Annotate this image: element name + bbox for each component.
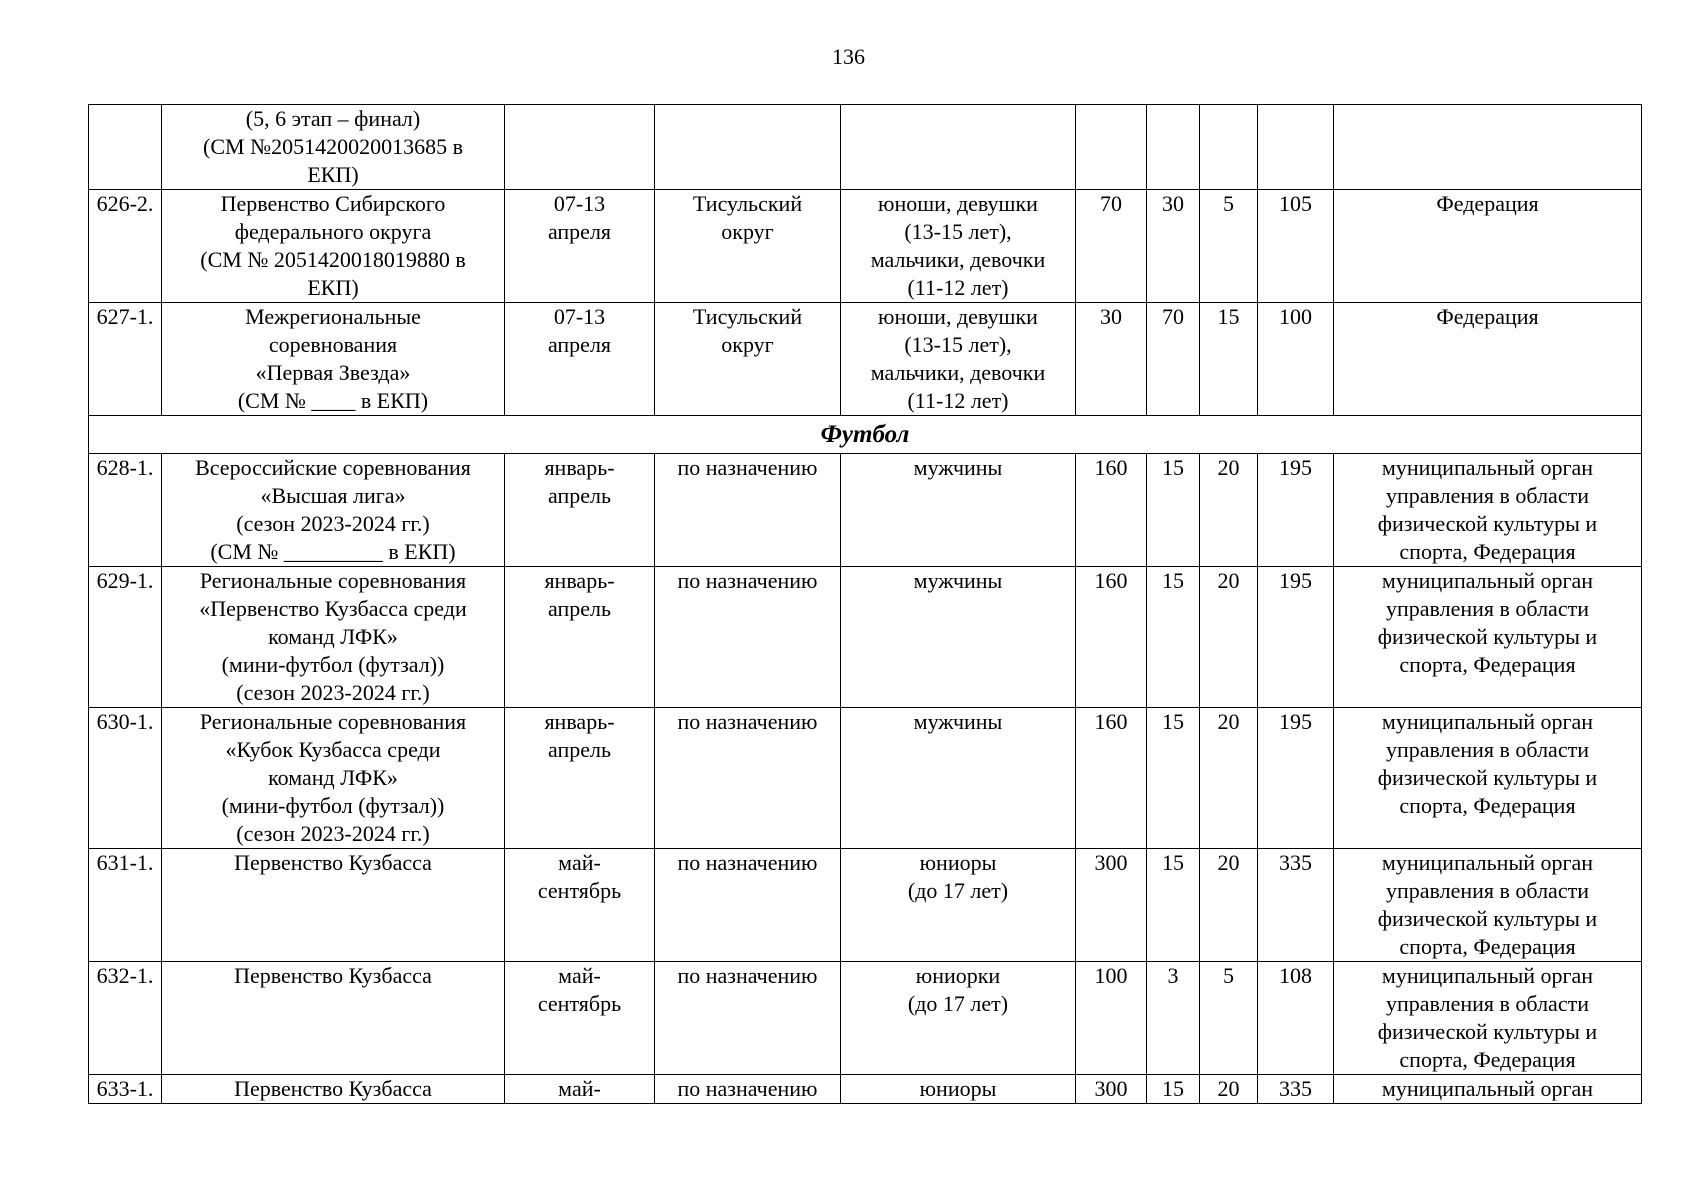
event-participants: [841, 303, 1076, 416]
count-total: 195: [1258, 454, 1334, 567]
event-participants: [841, 105, 1076, 190]
event-dates-line: сентябрь: [537, 878, 622, 903]
event-dates-line: январь-: [544, 568, 615, 593]
event-organizer-line: спорта, Федерация: [1399, 652, 1576, 677]
event-organizer: [1334, 708, 1642, 849]
event-name-line: команд ЛФК»: [268, 624, 398, 649]
count-1: 300: [1076, 1075, 1147, 1104]
event-name-line: ЕКП): [307, 162, 359, 187]
event-dates-line: январь-: [544, 455, 615, 480]
event-dates-line: апреля: [547, 219, 612, 244]
event-dates-line: 07-13: [553, 304, 606, 329]
event-name-line: (5, 6 этап – финал): [245, 106, 421, 131]
event-name: [162, 303, 505, 416]
event-organizer-line: физической культуры и: [1377, 1019, 1598, 1044]
event-organizer: [1334, 105, 1642, 190]
count-2: 30: [1147, 190, 1200, 303]
count-2: [1147, 105, 1200, 190]
event-place: [655, 1075, 841, 1104]
event-dates-line: май-: [558, 1076, 601, 1101]
event-organizer-line: Федерация: [1436, 304, 1539, 329]
event-number: 630-1.: [89, 708, 162, 849]
section-header-cell: [89, 416, 1642, 454]
event-organizer-line: муниципальный орган: [1381, 709, 1594, 734]
event-participants: [841, 1075, 1076, 1104]
event-name-line: (сезон 2023-2024 гг.): [236, 680, 430, 705]
event-number: 633-1.: [89, 1075, 162, 1104]
event-place: [655, 303, 841, 416]
event-place: [655, 962, 841, 1075]
event-participants-line: (11-12 лет): [907, 275, 1009, 300]
count-1: 300: [1076, 849, 1147, 962]
event-name-line: (СМ № ____ в ЕКП): [237, 388, 429, 413]
count-1: 160: [1076, 708, 1147, 849]
count-3: 15: [1200, 303, 1258, 416]
table-row: [89, 567, 1642, 708]
event-organizer-line: спорта, Федерация: [1399, 1047, 1576, 1072]
event-organizer-line: физической культуры и: [1377, 511, 1598, 536]
event-place-line: по назначению: [677, 568, 818, 593]
event-name-line: Всероссийские соревнования: [195, 455, 471, 480]
event-place-line: по назначению: [677, 1076, 818, 1101]
event-dates-line: 07-13: [553, 191, 606, 216]
event-name-line: Межрегиональные: [245, 304, 421, 329]
event-name-line: Региональные соревнования: [199, 568, 467, 593]
event-dates-line: апреля: [547, 332, 612, 357]
table-row: [89, 708, 1642, 849]
event-organizer-line: физической культуры и: [1377, 624, 1598, 649]
event-name-line: (мини-футбол (футзал)): [221, 793, 445, 818]
event-participants: [841, 567, 1076, 708]
event-name-line: (сезон 2023-2024 гг.): [236, 821, 430, 846]
event-participants-line: юноши, девушки: [878, 191, 1038, 216]
count-1: 160: [1076, 454, 1147, 567]
event-name-line: (СМ №2051420020013685 в: [203, 134, 463, 159]
event-number: 629-1.: [89, 567, 162, 708]
event-organizer-line: муниципальный орган: [1381, 568, 1594, 593]
event-place-line: по назначению: [677, 455, 818, 480]
count-2: 3: [1147, 962, 1200, 1075]
event-place-line: по назначению: [677, 850, 818, 875]
event-participants-line: юниоры: [919, 850, 997, 875]
count-3: 5: [1200, 190, 1258, 303]
table-row: [89, 303, 1642, 416]
event-organizer-line: физической культуры и: [1377, 765, 1598, 790]
event-organizer: [1334, 190, 1642, 303]
count-2: 15: [1147, 708, 1200, 849]
event-participants-line: мужчины: [913, 568, 1003, 593]
event-name: [162, 708, 505, 849]
event-number: 627-1.: [89, 303, 162, 416]
event-dates: [505, 105, 655, 190]
event-place: [655, 105, 841, 190]
table-row: [89, 454, 1642, 567]
event-name: [162, 849, 505, 962]
event-dates: [505, 454, 655, 567]
event-dates: [505, 190, 655, 303]
event-organizer-line: муниципальный орган: [1381, 1076, 1594, 1101]
table-row: [89, 1075, 1642, 1104]
event-name-line: (СМ № _________ в ЕКП): [210, 539, 456, 564]
event-name-line: Первенство Кузбасса: [234, 963, 432, 988]
event-organizer-line: муниципальный орган: [1381, 850, 1594, 875]
count-3: 5: [1200, 962, 1258, 1075]
event-dates-line: май-: [558, 963, 601, 988]
event-organizer: [1334, 567, 1642, 708]
event-participants-line: (13-15 лет),: [904, 332, 1012, 357]
count-1: 30: [1076, 303, 1147, 416]
event-organizer-line: управления в области: [1386, 737, 1589, 762]
count-1: 160: [1076, 567, 1147, 708]
count-3: 20: [1200, 1075, 1258, 1104]
event-name: [162, 567, 505, 708]
event-participants: [841, 962, 1076, 1075]
event-participants-line: мальчики, девочки: [870, 360, 1046, 385]
event-name-line: (СМ № 2051420018019880 в: [200, 247, 466, 272]
event-place: [655, 454, 841, 567]
page-number: 136: [832, 44, 865, 69]
event-name-line: «Первая Звезда»: [255, 360, 411, 385]
event-organizer-line: муниципальный орган: [1381, 455, 1594, 480]
count-2: 15: [1147, 454, 1200, 567]
event-dates: [505, 567, 655, 708]
event-place-line: Тисульский: [692, 191, 803, 216]
rows-before: [89, 105, 1642, 416]
count-1: 100: [1076, 962, 1147, 1075]
event-number: 631-1.: [89, 849, 162, 962]
event-number: [89, 105, 162, 190]
section-title: Футбол: [820, 420, 910, 448]
count-2: 15: [1147, 567, 1200, 708]
event-organizer-line: Федерация: [1436, 191, 1539, 216]
count-3: 20: [1200, 454, 1258, 567]
table-row: [89, 105, 1642, 190]
event-organizer-line: управления в области: [1386, 878, 1589, 903]
events-table: [88, 104, 1642, 1104]
event-name: [162, 962, 505, 1075]
event-dates: [505, 962, 655, 1075]
event-name: [162, 190, 505, 303]
event-participants-line: (до 17 лет): [907, 991, 1009, 1016]
event-name: [162, 105, 505, 190]
event-place-line: округ: [721, 219, 774, 244]
event-dates: [505, 1075, 655, 1104]
count-total: 100: [1258, 303, 1334, 416]
count-total: 335: [1258, 1075, 1334, 1104]
event-organizer-line: спорта, Федерация: [1399, 539, 1576, 564]
count-1: [1076, 105, 1147, 190]
event-organizer: [1334, 303, 1642, 416]
event-participants: [841, 190, 1076, 303]
count-3: 20: [1200, 708, 1258, 849]
event-participants-line: юниоры: [919, 1076, 997, 1101]
event-participants-line: юноши, девушки: [878, 304, 1038, 329]
event-participants-line: (11-12 лет): [907, 388, 1009, 413]
event-participants: [841, 454, 1076, 567]
event-organizer: [1334, 454, 1642, 567]
count-3: 20: [1200, 567, 1258, 708]
event-dates-line: апрель: [547, 596, 612, 621]
event-organizer-line: муниципальный орган: [1381, 963, 1594, 988]
event-place: [655, 190, 841, 303]
event-organizer: [1334, 962, 1642, 1075]
event-number: 632-1.: [89, 962, 162, 1075]
event-participants: [841, 708, 1076, 849]
count-total: [1258, 105, 1334, 190]
event-dates: [505, 849, 655, 962]
count-total: 105: [1258, 190, 1334, 303]
event-name-line: ЕКП): [307, 275, 359, 300]
event-organizer-line: спорта, Федерация: [1399, 793, 1576, 818]
event-name-line: (сезон 2023-2024 гг.): [236, 511, 430, 536]
event-name-line: Первенство Кузбасса: [234, 1076, 432, 1101]
event-organizer-line: управления в области: [1386, 596, 1589, 621]
event-organizer-line: спорта, Федерация: [1399, 934, 1576, 959]
event-place-line: округ: [721, 332, 774, 357]
event-name: [162, 1075, 505, 1104]
event-dates-line: апрель: [547, 483, 612, 508]
event-participants: [841, 849, 1076, 962]
event-dates: [505, 303, 655, 416]
event-name-line: команд ЛФК»: [268, 765, 398, 790]
event-participants-line: (до 17 лет): [907, 878, 1009, 903]
event-place-line: по назначению: [677, 963, 818, 988]
event-participants-line: мужчины: [913, 709, 1003, 734]
count-2: 70: [1147, 303, 1200, 416]
event-name: [162, 454, 505, 567]
event-place-line: Тисульский: [692, 304, 803, 329]
count-2: 15: [1147, 1075, 1200, 1104]
event-participants-line: мальчики, девочки: [870, 247, 1046, 272]
table-row: [89, 849, 1642, 962]
event-participants-line: юниорки: [915, 963, 1001, 988]
event-participants-line: (13-15 лет),: [904, 219, 1012, 244]
event-name-line: федерального округа: [234, 219, 432, 244]
count-2: 15: [1147, 849, 1200, 962]
event-name-line: «Первенство Кузбасса среди: [199, 596, 467, 621]
event-name-line: Первенство Сибирского: [220, 191, 446, 216]
count-total: 195: [1258, 708, 1334, 849]
count-3: 20: [1200, 849, 1258, 962]
table-row: [89, 962, 1642, 1075]
event-place-line: по назначению: [677, 709, 818, 734]
event-number: 628-1.: [89, 454, 162, 567]
count-1: 70: [1076, 190, 1147, 303]
event-number: 626-2.: [89, 190, 162, 303]
section-header-row: [89, 416, 1642, 454]
event-name-line: «Кубок Кузбасса среди: [225, 737, 441, 762]
event-place: [655, 567, 841, 708]
event-dates-line: апрель: [547, 737, 612, 762]
event-organizer-line: физической культуры и: [1377, 906, 1598, 931]
event-name-line: Первенство Кузбасса: [234, 850, 432, 875]
count-3: [1200, 105, 1258, 190]
table-row: [89, 190, 1642, 303]
rows-after: [89, 454, 1642, 1104]
event-name-line: соревнования: [268, 332, 398, 357]
section-block: [89, 416, 1642, 454]
event-name-line: (мини-футбол (футзал)): [221, 652, 445, 677]
event-organizer-line: управления в области: [1386, 991, 1589, 1016]
event-dates-line: январь-: [544, 709, 615, 734]
event-participants-line: мужчины: [913, 455, 1003, 480]
event-place: [655, 708, 841, 849]
event-dates: [505, 708, 655, 849]
count-total: 108: [1258, 962, 1334, 1075]
event-name-line: «Высшая лига»: [260, 483, 406, 508]
event-organizer: [1334, 1075, 1642, 1104]
count-total: 195: [1258, 567, 1334, 708]
event-dates-line: сентябрь: [537, 991, 622, 1016]
event-dates-line: май-: [558, 850, 601, 875]
event-organizer-line: управления в области: [1386, 483, 1589, 508]
count-total: 335: [1258, 849, 1334, 962]
event-name-line: Региональные соревнования: [199, 709, 467, 734]
event-place: [655, 849, 841, 962]
event-organizer: [1334, 849, 1642, 962]
